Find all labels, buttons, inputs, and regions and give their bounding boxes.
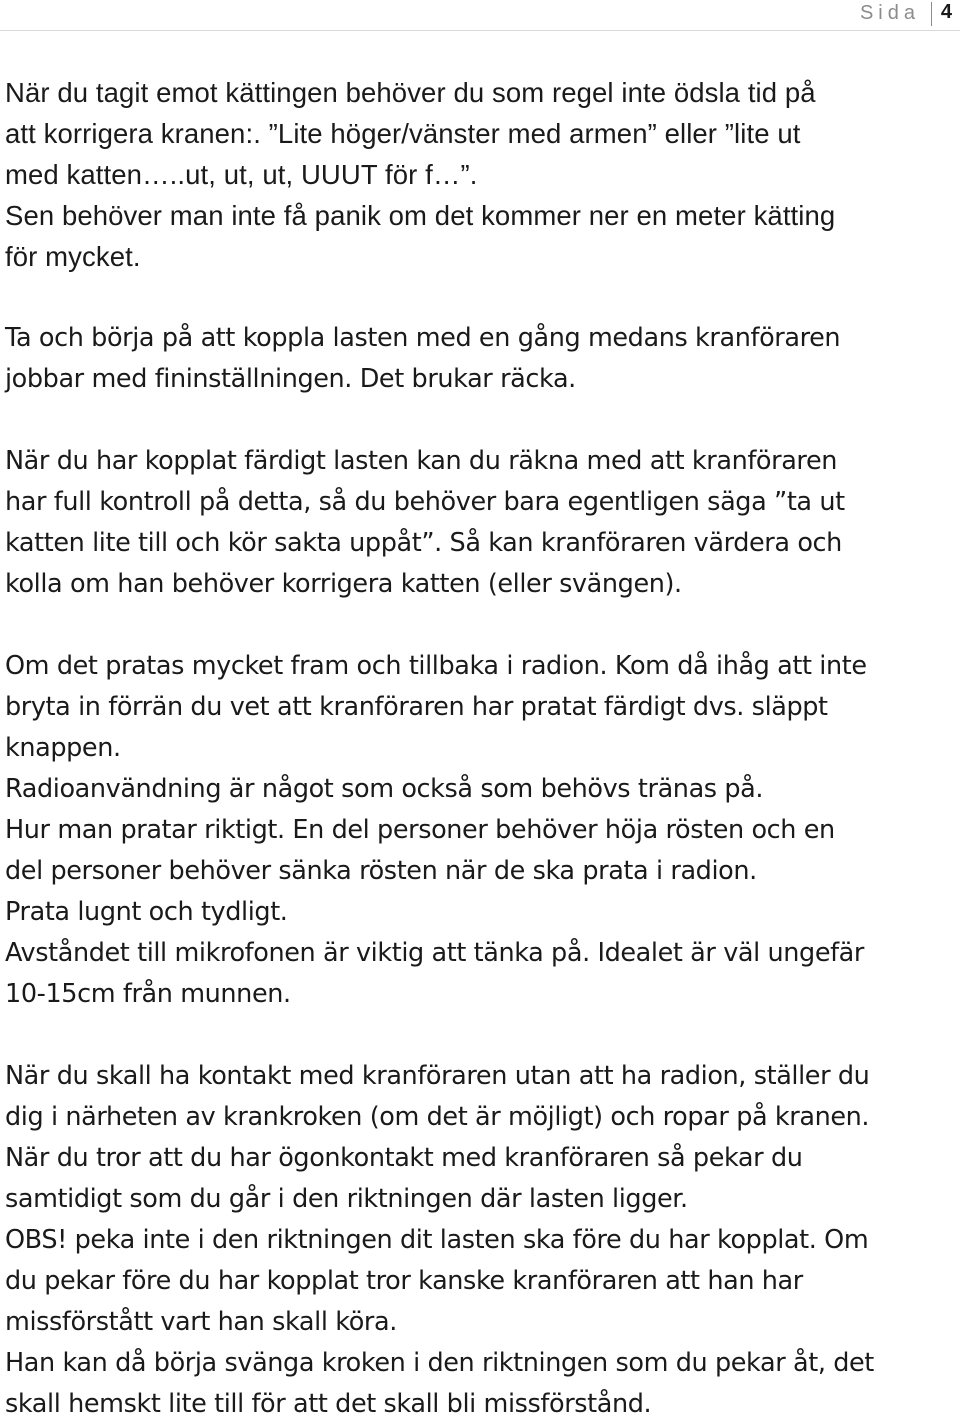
text-line: knappen.	[5, 733, 121, 763]
paragraph-5	[5, 1056, 955, 1425]
page-separator	[931, 2, 932, 26]
paragraph-gap	[5, 605, 955, 646]
text-line: Ta och börja på att koppla lasten med en gång medans kranföraren	[5, 323, 841, 353]
page-number: 4	[940, 1, 952, 23]
text-line: bryta in förrän du vet att kranföraren har pratat färdigt dvs. släppt	[5, 692, 828, 722]
text-line: Avståndet till mikrofonen är viktig att tänka på. Idealet är väl ungefär	[5, 938, 864, 968]
text-line: Om det pratas mycket fram och tillbaka i radion. Kom då ihåg att inte	[5, 651, 867, 681]
text-line: del personer behöver sänka rösten när de ska prata i radion.	[5, 856, 757, 886]
text-line: har full kontroll på detta, så du behöver bara egentligen säga ”ta ut	[5, 487, 845, 517]
text-line: Prata lugnt och tydligt.	[5, 897, 288, 927]
text-line: med katten…..ut, ut, ut, UUUT för f…”.	[5, 159, 478, 190]
text-line: du pekar före du har kopplat tror kanske kranföraren att han har	[5, 1266, 803, 1296]
page-label: Sida	[859, 2, 920, 24]
text-line: för mycket.	[5, 241, 141, 272]
paragraph-gap	[5, 1015, 955, 1056]
text-line: jobbar med fininställningen. Det brukar räcka.	[5, 364, 576, 394]
paragraph-3	[5, 441, 955, 605]
text-line: dig i närheten av krankroken (om det är möjligt) och ropar på kranen.	[5, 1102, 870, 1132]
text-line: kolla om han behöver korrigera katten (eller svängen).	[5, 569, 682, 599]
text-line: Radioanvändning är något som också som behövs tränas på.	[5, 774, 764, 804]
text-line: När du skall ha kontakt med kranföraren utan att ha radion, ställer du	[5, 1061, 870, 1091]
text-line: Han kan då börja svänga kroken i den riktningen som du pekar åt, det	[5, 1348, 874, 1378]
text-line: Sen behöver man inte få panik om det kommer ner en meter kätting	[5, 200, 836, 231]
page-header	[0, 0, 960, 31]
paragraph-2	[5, 318, 955, 400]
paragraph-gap	[5, 400, 955, 441]
text-line: OBS! peka inte i den riktningen dit lasten ska före du har kopplat. Om	[5, 1225, 869, 1255]
text-line: 10-15cm från munnen.	[5, 979, 291, 1009]
text-line: samtidigt som du går i den riktningen där lasten ligger.	[5, 1184, 688, 1214]
paragraph-gap	[5, 277, 955, 318]
text-line: att korrigera kranen:. ”Lite höger/vänster med armen” eller ”lite ut	[5, 118, 801, 149]
text-line: skall hemskt lite till för att det skall bli missförstånd.	[5, 1389, 652, 1419]
text-line: När du tagit emot kättingen behöver du som regel inte ödsla tid på	[5, 77, 816, 108]
text-line: katten lite till och kör sakta uppåt”. Så kan kranföraren värdera och	[5, 528, 842, 558]
text-line: När du har kopplat färdigt lasten kan du räkna med att kranföraren	[5, 446, 838, 476]
paragraph-1	[5, 72, 955, 277]
document-body	[5, 72, 955, 1425]
text-line: Hur man pratar riktigt. En del personer behöver höja rösten och en	[5, 815, 835, 845]
paragraph-4	[5, 646, 955, 1015]
text-line: När du tror att du har ögonkontakt med kranföraren så pekar du	[5, 1143, 803, 1173]
text-line: missförstått vart han skall köra.	[5, 1307, 397, 1337]
